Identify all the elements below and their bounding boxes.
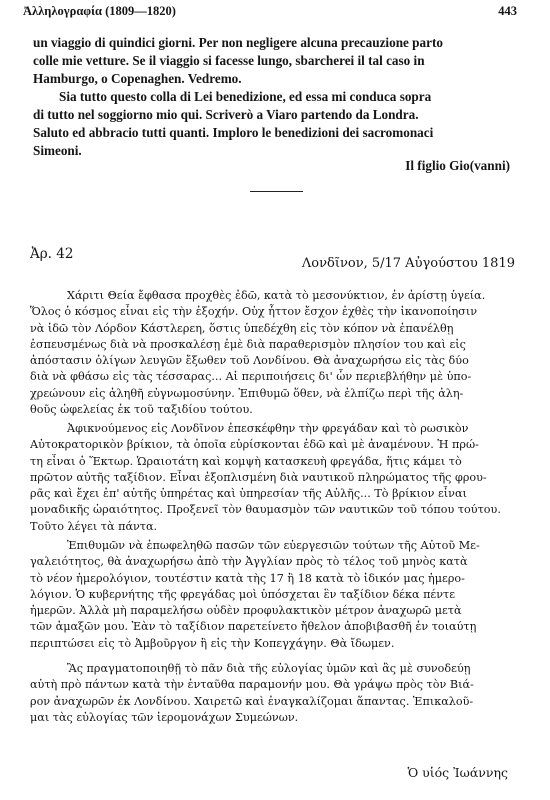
text-line: περιπτώσει εἰς τὸ Ἀμβοῦργον ἢ εἰς τὴν Κοπεγχάγην. Θὰ ἴδωμεν.	[30, 636, 395, 650]
text-line: di tutto nel soggiorno mio qui. Scriverò a Viaro partendo da Londra.	[33, 107, 419, 122]
text-line: Χάριτι Θεία ἔφθασα προχθὲς ἐδῶ, κατὰ τὸ μεσονύκτιον, ἐν ἀρίστῃ ὑγεία.	[67, 289, 486, 302]
running-title: Ἀλληλογραφία (1809—1820)	[23, 4, 176, 18]
text-line: αὐτὴ πρὸ πάντων κατὰ τὴν ἐνταῦθα παραμονήν μου. Θὰ γράψω πρὸς τὸν Βιά-	[30, 678, 474, 692]
text-line: ἡμερῶν. Ἀλλὰ μὴ παραμελήσω οὐδὲν προφυλακτικὸν μέτρον ἀναχωρῶ μετὰ	[30, 604, 462, 618]
text-line: ρον ἀναχωρῶν ἐκ Λονδίνου. Χαιρετῶ καὶ ἐναγκαλίζομαι ἅπαντας. Ἐπικαλοῦ-	[30, 694, 474, 708]
text-line: ἐσπευσμένως διὰ νὰ προσκαλέσῃ ἐμὲ διὰ παραθερισμὸν πλησίον του καὶ εἰς	[30, 337, 466, 351]
text-line: Saluto ed abbracio tutti quanti. Imploro le benedizioni dei sacromonaci	[33, 125, 434, 140]
greek-paragraph-1	[30, 288, 518, 418]
text-line: Ἀφικνούμενος εἰς Λονδῖνον ἐπεσκέφθην τὴν φρεγάδαν καὶ τὸ ρωσικὸν	[67, 422, 469, 435]
text-line: Simeoni.	[33, 143, 82, 158]
text-line: τῶν ἀμαξῶν μου. Ἐὰν τὸ ταξίδιον παρετείνετο ἤθελον ἀποβιβασθῆ ἐν τοιαύτῃ	[30, 620, 477, 634]
greek-signature: Ὁ υἱός Ἰωάννης	[407, 765, 508, 780]
text-line: λόγιον. Ὁ κυβερνήτης τῆς φρεγάδας μοὶ ὑπόσχεται ἓν ταξίδιον δέκα πέντε	[30, 587, 456, 601]
text-line: διὰ νὰ φθάσω εἰς τὰς τέσσαρας... Αἱ περιποιήσεις δι' ὧν περιεβλήθην μὲ ὑπο-	[30, 370, 472, 384]
text-line: colle mie vetture. Se il viaggio si facesse lungo, sbarcherei il tal caso in	[33, 53, 425, 68]
italian-paragraph-1	[33, 34, 517, 88]
text-line: Sia tutto questo colla di Lei benedizione, ed essa mi conduca sopra	[59, 89, 432, 104]
text-line: νὰ ἰδῶ τὸν Λόρδον Κάστλερεη, ὅστις ὑπεδέχθη εἰς τὸν κόπον νὰ ἐπανέλθῃ	[30, 321, 454, 335]
letter-number: Ἀρ. 42	[30, 246, 74, 262]
text-line: Τοῦτο λέγει τὰ πάντα.	[30, 519, 158, 533]
text-line: τη εἶναι ὁ Ἕκτωρ. Ὡραιοτάτη καὶ κομψὴ κατασκευὴ φρεγάδα, ἥτις κάμει τὸ	[30, 454, 462, 468]
text-line: Ὅλος ὁ κόσμος εἶναι εἰς τὴν ἐξοχήν. Οὐχ ἧττον ἔσχον ἐχθὲς τὴν ἱκανοποίησιν	[30, 305, 478, 319]
italian-paragraph-2	[33, 88, 517, 160]
text-line: χρεώνουν εἰς ἀληθῆ εὐγνωμοσύνην. Ἐπιθυμῶ ὅθεν, νὰ ἐλπίζω περὶ τῆς ἀλη-	[30, 386, 464, 400]
text-line: ἀπόστασιν ὀλίγων λευγῶν ἔξωθεν τοῦ Λονδίνου. Θὰ ἀναχωρήσω εἰς τὰς δύο	[30, 354, 469, 368]
text-line: θοῦς ὠφελείας ἐκ τοῦ ταξιδίου τούτου.	[30, 403, 253, 417]
text-line: Hamburgo, o Copenaghen. Vedremo.	[33, 71, 242, 86]
text-line: ρᾶς καὶ ἔχει ἐπ' αὐτῆς ὑπηρέτας καὶ ὑπηρεσίαν τῆς Αὐλῆς... Τὸ βρίκιον εἶναι	[30, 487, 467, 501]
page-number: 443	[498, 4, 517, 18]
text-line: τὸ νέον ἡμερολόγιον, τουτέστιν κατὰ τὴς 17 ἢ 18 κατὰ τὸ ἰδικόν μας ἡμερο-	[30, 571, 465, 585]
italian-signature: Il figlio Gio(vanni)	[405, 158, 510, 173]
text-line: Αὐτοκρατορικὸν βρίκιον, τὰ ὁποῖα εὑρίσκονται ἐδῶ καὶ μὲ ἀναμένουν. Ἡ πρώ-	[30, 438, 479, 452]
running-header	[23, 4, 517, 20]
greek-paragraph-4	[30, 661, 518, 726]
text-line: Ἐπιθυμῶν νὰ ἐπωφεληθῶ πασῶν τῶν εὐεργεσιῶν τούτων τῆς Αὐτοῦ Με-	[67, 539, 480, 552]
text-line: γαλειότητος, θὰ ἀναχωρήσω ἀπὸ τὴν Ἀγγλίαν πρὸς τὸ τέλος τοῦ μηνὸς κατὰ	[30, 555, 468, 569]
greek-paragraph-2	[30, 421, 518, 535]
letter-date: Λονδῖνον, 5/17 Αὐγούστου 1819	[301, 256, 515, 271]
text-line: un viaggio di quindici giorni. Per non negligere alcuna precauzione parto	[33, 35, 443, 50]
text-line: μαι τὰς εὐλογίας τῶν ἱερομονάχων Συμεώνων.	[30, 710, 299, 724]
text-line: Ἂς πραγματοποιηθῇ τὸ πᾶν διὰ τῆς εὐλογίας ὑμῶν καὶ ἂς μὲ συνοδεύῃ	[67, 662, 471, 675]
section-divider	[250, 191, 303, 192]
greek-paragraph-3	[30, 538, 518, 652]
text-line: πρῶτον αὐτῆς ταξίδιον. Εἶναι ἐξοπλισμένη διὰ ναυτικοῦ πληρώματος τῆς φρου-	[30, 470, 487, 484]
text-line: μοναδικῆς ὡραιότητος. Προξενεῖ τὸν θαυμασμὸν τῶν ναυτικῶν τοῦ τόπου τούτου.	[30, 503, 501, 517]
